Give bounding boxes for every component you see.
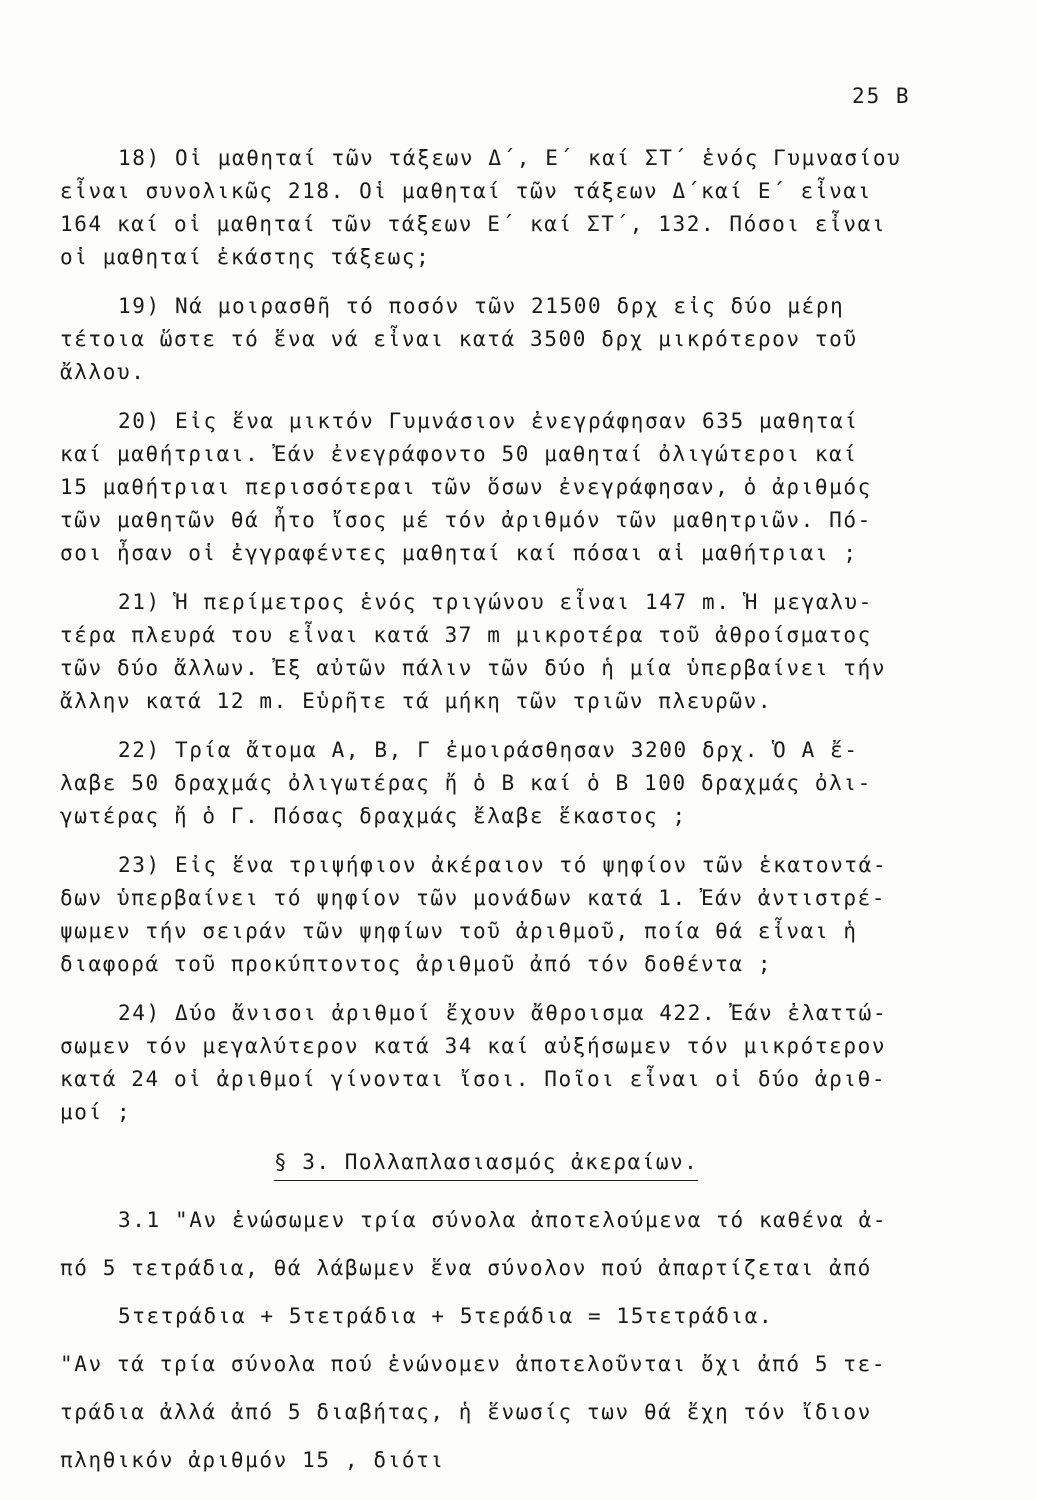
section-heading: § 3. Πολλαπλασιασμός ἀκεραίων. [274,1150,698,1181]
exercise-22-line-2: λαβε 50 δραχμάς ὀλιγωτέρας ἤ ὁ Β καί ὁ Β 100 δραχμάς ὀλι- [60,771,872,795]
exercise-20-line-3: 15 μαθήτριαι περισσότεραι τῶν ὅσων ἐνεγράφησαν, ὁ ἀριθμός [60,475,872,499]
exercise-21-line-4: ἄλλην κατά 12 m. Εὑρῆτε τά μήκη τῶν τριῶν πλευρῶν. [60,689,773,713]
exercise-23-line-1: 23) Εἰς ἕνα τριψήφιον ἀκέραιον τό ψηφίον τῶν ἑκατοντά- [118,853,888,877]
exercise-23-line-4: διαφορά τοῦ προκύπτοντος ἀριθμοῦ ἀπό τόν δοθέντα ; [60,952,773,976]
exercise-20-line-5: σοι ἦσαν οἱ ἐγγραφέντες μαθηταί καί πόσαι αἱ μαθήτριαι ; [60,541,858,565]
exercise-20-line-1: 20) Εἰς ἕνα μικτόν Γυμνάσιον ἐνεγράφησαν 635 μαθηταί [118,409,859,433]
section-line-2: πό 5 τετράδια, θά λάβωμεν ἕνα σύνολον πού ἀπαρτίζεται ἀπό [60,1256,872,1280]
section-line-5: τράδια ἀλλά ἀπό 5 διαβήτας, ἡ ἕνωσίς των θά ἔχη τόν ἴδιον [60,1400,872,1424]
exercise-18-line-4: οἱ μαθηταί ἑκάστης τάξεως; [60,245,431,269]
exercise-21-line-2: τέρα πλευρά του εἶναι κατά 37 m μικροτέρα τοῦ ἀθροίσματος [60,623,872,647]
section-line-4: "Αν τά τρία σύνολα πού ἑνώνομεν ἀποτελοῦνται ὄχι ἀπό 5 τε- [60,1352,887,1376]
exercise-18-line-3: 164 καί οἱ μαθηταί τῶν τάξεων Ε΄ καί ΣΤ΄, 132. Πόσοι εἶναι [60,212,887,236]
exercise-24-line-4: μοί ; [60,1100,132,1124]
section-line-6: πληθικόν ἀριθμόν 15 , διότι [60,1448,445,1472]
exercise-19-line-2: τέτοια ὥστε τό ἕνα νά εἶναι κατά 3500 δρχ μικρότερον τοῦ [60,327,858,351]
exercise-24-line-1: 24) Δύο ἄνισοι ἀριθμοί ἔχουν ἄθροισμα 422. Ἐάν ἐλαττώ- [118,1001,888,1025]
exercise-18-line-2: εἶναι συνολικῶς 218. Οἱ μαθηταί τῶν τάξεων Δ΄καί Ε΄ εἶναι [60,179,872,203]
exercise-20-line-4: τῶν μαθητῶν θά ἦτο ἴσος μέ τόν ἀριθμόν τῶν μαθητριῶν. Πό- [60,508,872,532]
exercise-18-line-1: 18) Οἱ μαθηταί τῶν τάξεων Δ΄, Ε΄ καί ΣΤ΄ ἑνός Γυμνασίου [118,146,902,170]
exercise-20-line-2: καί μαθήτριαι. Ἐάν ἐνεγράφοντο 50 μαθηταί ὀλιγώτεροι καί [60,442,858,466]
exercise-21-line-3: τῶν δύο ἄλλων. Ἐξ αὐτῶν πάλιν τῶν δύο ἡ μία ὑπερβαίνει τήν [60,656,887,680]
exercise-19-line-3: ἄλλου. [60,360,146,384]
section-line-1: 3.1 "Αν ἑνώσωμεν τρία σύνολα ἀποτελούμενα τό καθένα ἀ- [118,1208,888,1232]
exercise-19-line-1: 19) Νά μοιρασθῆ τό ποσόν τῶν 21500 δρχ εἰς δύο μέρη [118,294,845,318]
exercise-24-line-2: σωμεν τόν μεγαλύτερον κατά 34 καί αὐξήσωμεν τόν μικρότερον [60,1034,887,1058]
exercise-24-line-3: κατά 24 οἱ ἀριθμοί γίνονται ἴσοι. Ποῖοι εἶναι οἱ δύο ἀριθ- [60,1067,887,1091]
page-number: 25 Β [852,84,911,108]
exercise-23-line-2: δων ὑπερβαίνει τό ψηφίον τῶν μονάδων κατά 1. Ἐάν ἀντιστρέ- [60,886,887,910]
exercise-21-line-1: 21) Ἡ περίμετρος ἑνός τριγώνου εἶναι 147 m. Ἡ μεγαλυ- [118,590,873,614]
exercise-23-line-3: ψωμεν τήν σειράν τῶν ψηφίων τοῦ ἀριθμοῦ, ποία θά εἶναι ἡ [60,919,858,943]
section-line-3: 5τετράδια + 5τετράδια + 5τεράδια = 15τετράδια. [118,1304,774,1328]
exercise-22-line-1: 22) Τρία ἄτομα Α, Β, Γ ἐμοιράσθησαν 3200 δρχ. Ὁ Α ἔ- [118,738,859,762]
exercise-22-line-3: γωτέρας ἤ ὁ Γ. Πόσας δραχμάς ἔλαβε ἕκαστος ; [60,804,687,828]
